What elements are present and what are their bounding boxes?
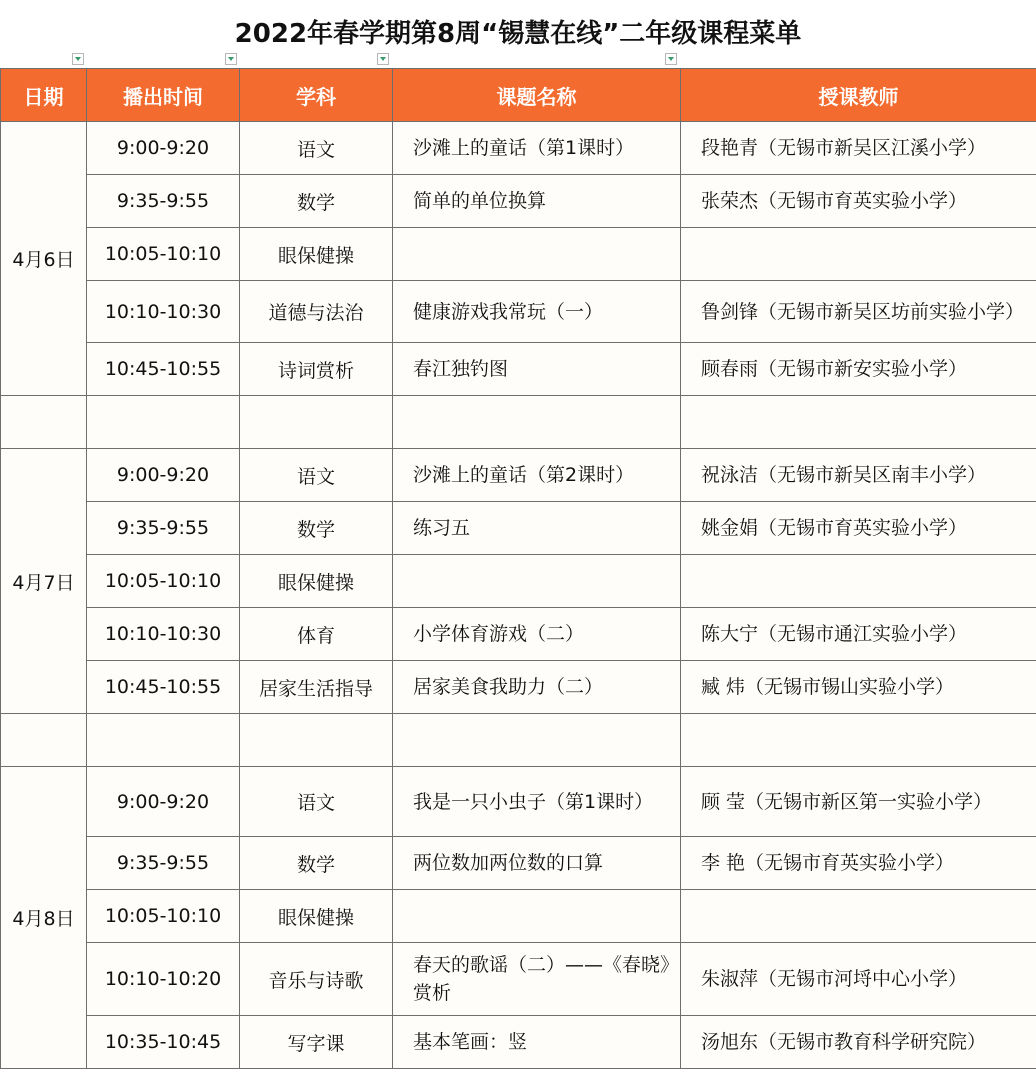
time-cell: 10:35-10:45	[87, 1016, 240, 1069]
teacher-cell	[681, 228, 1036, 281]
header-topic: 课题名称	[393, 69, 681, 122]
teacher-cell: 朱淑萍（无锡市河埒中心小学）	[681, 943, 1036, 1016]
time-cell: 9:00-9:20	[87, 767, 240, 837]
teacher-cell: 祝泳洁（无锡市新吴区南丰小学）	[681, 449, 1036, 502]
table-row	[1, 281, 1036, 343]
table-row	[1, 661, 1036, 714]
time-cell: 10:10-10:20	[87, 943, 240, 1016]
teacher-cell: 姚金娟（无锡市育英实验小学）	[681, 502, 1036, 555]
header-teacher: 授课教师	[681, 69, 1036, 122]
subject-cell: 体育	[240, 608, 393, 661]
subject-cell: 居家生活指导	[240, 661, 393, 714]
teacher-cell: 段艳青（无锡市新吴区江溪小学）	[681, 122, 1036, 175]
date-cell: 4月7日	[1, 449, 87, 714]
filter-dropdown-icon[interactable]	[377, 53, 389, 65]
time-cell: 10:05-10:10	[87, 228, 240, 281]
teacher-cell: 鲁剑锋（无锡市新吴区坊前实验小学）	[681, 281, 1036, 343]
teacher-cell: 张荣杰（无锡市育英实验小学）	[681, 175, 1036, 228]
table-row	[1, 767, 1036, 837]
topic-cell: 健康游戏我常玩（一）	[393, 281, 681, 343]
topic-cell: 沙滩上的童话（第1课时）	[393, 122, 681, 175]
table-row	[1, 608, 1036, 661]
topic-cell	[393, 555, 681, 608]
table-row	[1, 890, 1036, 943]
subject-cell: 语文	[240, 449, 393, 502]
subject-cell: 眼保健操	[240, 228, 393, 281]
table-row	[1, 555, 1036, 608]
subject-cell: 音乐与诗歌	[240, 943, 393, 1016]
page-title: 2022年春学期第8周“锡慧在线”二年级课程菜单	[234, 19, 802, 49]
time-cell: 10:05-10:10	[87, 555, 240, 608]
topic-cell: 春江独钓图	[393, 343, 681, 396]
time-cell: 10:05-10:10	[87, 890, 240, 943]
filter-dropdown-icon[interactable]	[225, 53, 237, 65]
topic-cell: 我是一只小虫子（第1课时）	[393, 767, 681, 837]
topic-cell: 春天的歌谣（二）——《春晓》赏析	[393, 943, 681, 1016]
time-cell: 9:35-9:55	[87, 837, 240, 890]
table-row	[1, 228, 1036, 281]
table-row	[1, 122, 1036, 175]
spacer-row	[1, 714, 1036, 767]
table-row	[1, 343, 1036, 396]
topic-cell: 居家美食我助力（二）	[393, 661, 681, 714]
topic-cell	[393, 228, 681, 281]
subject-cell: 语文	[240, 122, 393, 175]
subject-cell: 数学	[240, 837, 393, 890]
teacher-cell: 李 艳（无锡市育英实验小学）	[681, 837, 1036, 890]
table-row	[1, 1016, 1036, 1069]
subject-cell: 语文	[240, 767, 393, 837]
table-row	[1, 943, 1036, 1016]
subject-cell: 数学	[240, 502, 393, 555]
topic-cell: 基本笔画：竖	[393, 1016, 681, 1069]
time-cell: 10:10-10:30	[87, 608, 240, 661]
subject-cell: 数学	[240, 175, 393, 228]
teacher-cell: 汤旭东（无锡市教育科学研究院）	[681, 1016, 1036, 1069]
subject-cell: 眼保健操	[240, 555, 393, 608]
table-row	[1, 502, 1036, 555]
topic-cell: 练习五	[393, 502, 681, 555]
teacher-cell: 顾 莹（无锡市新区第一实验小学）	[681, 767, 1036, 837]
topic-cell: 简单的单位换算	[393, 175, 681, 228]
table-row	[1, 837, 1036, 890]
filter-dropdown-icon[interactable]	[72, 53, 84, 65]
time-cell: 9:00-9:20	[87, 122, 240, 175]
teacher-cell: 顾春雨（无锡市新安实验小学）	[681, 343, 1036, 396]
header-subject: 学科	[240, 69, 393, 122]
time-cell: 9:35-9:55	[87, 502, 240, 555]
header-row	[1, 69, 1036, 122]
teacher-cell	[681, 890, 1036, 943]
header-date: 日期	[1, 69, 87, 122]
time-cell: 10:45-10:55	[87, 343, 240, 396]
subject-cell: 眼保健操	[240, 890, 393, 943]
filter-dropdown-icon[interactable]	[665, 53, 677, 65]
header-time: 播出时间	[87, 69, 240, 122]
teacher-cell: 臧 炜（无锡市锡山实验小学）	[681, 661, 1036, 714]
spacer-row	[1, 396, 1036, 449]
subject-cell: 写字课	[240, 1016, 393, 1069]
table-row	[1, 449, 1036, 502]
time-cell: 10:10-10:30	[87, 281, 240, 343]
time-cell: 9:35-9:55	[87, 175, 240, 228]
date-cell: 4月8日	[1, 767, 87, 1069]
time-cell: 10:45-10:55	[87, 661, 240, 714]
subject-cell: 道德与法治	[240, 281, 393, 343]
teacher-cell	[681, 555, 1036, 608]
date-cell: 4月6日	[1, 122, 87, 396]
course-table	[0, 68, 1036, 1069]
time-cell: 9:00-9:20	[87, 449, 240, 502]
teacher-cell: 陈大宁（无锡市通江实验小学）	[681, 608, 1036, 661]
topic-cell	[393, 890, 681, 943]
topic-cell: 沙滩上的童话（第2课时）	[393, 449, 681, 502]
subject-cell: 诗词赏析	[240, 343, 393, 396]
table-row	[1, 175, 1036, 228]
topic-cell: 小学体育游戏（二）	[393, 608, 681, 661]
topic-cell: 两位数加两位数的口算	[393, 837, 681, 890]
